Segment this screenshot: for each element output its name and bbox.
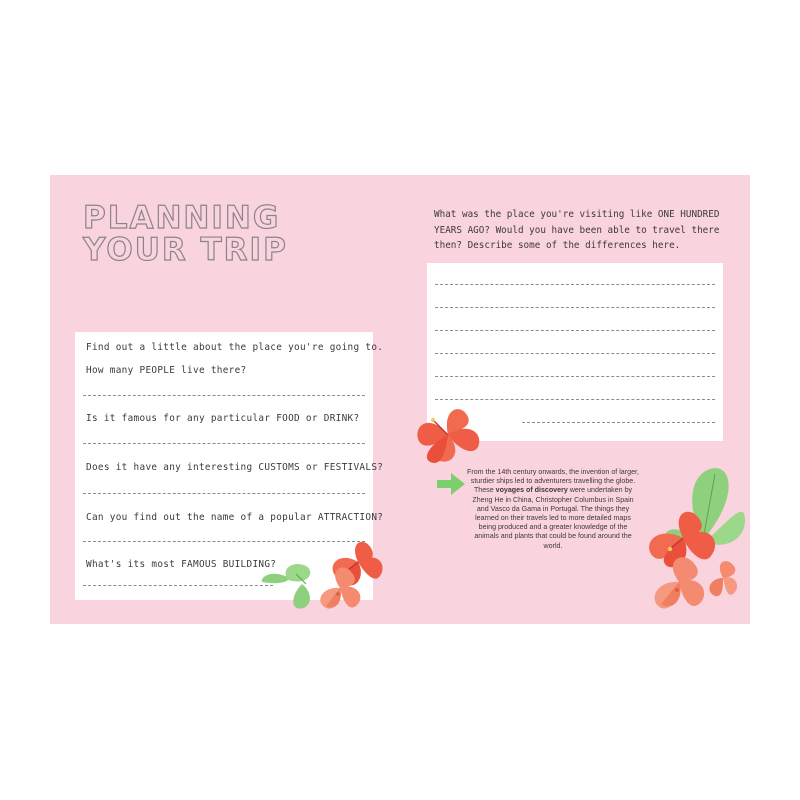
- answer-line[interactable]: [435, 284, 715, 285]
- hibiscus-flower-icon: [633, 460, 750, 625]
- book-spread: [50, 175, 750, 624]
- history-prompt: What was the place you're visiting like ONE HUNDRED YEARS AGO? Would you have been able to travel there then? Describe some of the differences here.: [434, 209, 720, 251]
- question-customs: Does it have any interesting CUSTOMS or FESTIVALS?: [86, 462, 384, 473]
- title-line-2: YOUR TRIP: [83, 232, 288, 268]
- hibiscus-flower-icon: [410, 405, 490, 465]
- answer-line[interactable]: [435, 376, 715, 377]
- answer-line[interactable]: [435, 307, 715, 308]
- answer-line[interactable]: [435, 399, 715, 400]
- voyages-info-text: From the 14th century onwards, the invention of larger, sturdier ships led to adventurers travelling the globe. These voyages of discovery were undertaken by Zheng He in China, Christopher Columbus in Spain and Vasco da Gama in Portugal. The things they learned on their travels led to more detailed maps being produced and a greater knowledge of the animals and plants that could be found around the world.: [467, 468, 639, 550]
- answer-line[interactable]: [83, 493, 365, 494]
- answer-line[interactable]: [522, 422, 715, 423]
- answer-line[interactable]: [435, 330, 715, 331]
- question-building: What's its most FAMOUS BUILDING?: [86, 559, 277, 570]
- page-title: [83, 202, 288, 266]
- question-attraction: Can you find out the name of a popular ATTRACTION?: [86, 512, 384, 523]
- title-line-1: PLANNING: [83, 200, 281, 236]
- answer-line[interactable]: [83, 585, 273, 586]
- answer-line[interactable]: [435, 353, 715, 354]
- green-arrow-icon: [437, 473, 467, 495]
- answer-line[interactable]: [83, 395, 365, 396]
- hibiscus-flower-icon: [260, 540, 390, 615]
- card-intro: Find out a little about the place you're going to.: [86, 342, 384, 353]
- answer-line[interactable]: [83, 443, 365, 444]
- question-people: How many PEOPLE live there?: [86, 365, 247, 376]
- question-food: Is it famous for any particular FOOD or DRINK?: [86, 413, 360, 424]
- voyages-highlight: voyages of discovery: [495, 486, 568, 495]
